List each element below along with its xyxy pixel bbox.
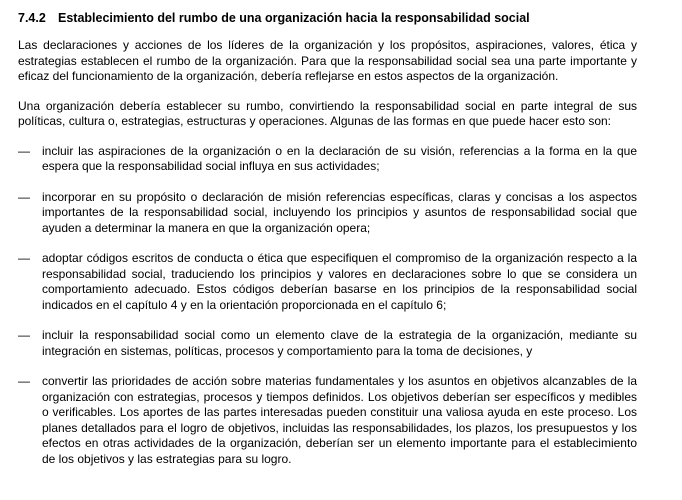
list-item-text: incluir la responsabilidad social como un elemento clave de la estrategia de la organización, mediante su integración en sistemas, políticas, procesos y comportamiento para la toma de decisiones, y [42,328,637,358]
dash-bullet: — [18,143,30,158]
section-title: Establecimiento del rumbo de una organización hacia la responsabilidad social [58,11,530,25]
list-item-text: incorporar en su propósito o declaración de misión referencias específicas, claras y concisas a los aspectos importantes de la responsabilidad social, incluyendo los principios y asuntos de responsabilidad social que ayuden a determinar la manera en que la organización opera; [42,189,637,235]
list-item [18,374,637,467]
rumbo-paragraph: Una organización debería establecer su rumbo, convirtiendo la responsabilidad social en parte integral de sus políticas, cultura o, estrategias, estructuras y operaciones. Algunas de las formas en que puede hacer esto son: [18,98,637,128]
dash-bullet: — [18,328,30,342]
dash-bullet: — [18,251,30,265]
dash-bullet: — [18,189,30,204]
section-number: 7.4.2 [18,11,46,25]
list-item [18,328,637,359]
document-page [18,10,637,482]
list-item-text: convertir las prioridades de acción sobre materias fundamentales y los asuntos en objetivos alcanzables de la organización con estrategias, procesos y tiempos definidos. Los objetivos deberían ser específicos y medibles o verificables. Los aportes de las partes interesadas pueden constituir una valiosa ayuda en este proceso. Los planes detallados para el logro de objetivos, incluidas las responsabilidades, los plazos, los presupuestos y los efectos en otras actividades de la organización, deberían ser un elemento importante para el establecimiento de los objetivos y las estrategias para su logro. [42,374,637,466]
forms-list [18,144,637,468]
list-item [18,144,637,175]
list-item [18,190,637,237]
section-heading [18,10,637,26]
list-item-text: adoptar códigos escritos de conducta o ética que especifiquen el compromiso de la organización respecto a la responsabilidad social, traduciendo los principios y valores en declaraciones sobre lo que se considera un comportamiento adecuado. Estos códigos deberían basarse en los principios de la responsabilidad social indicados en el capítulo 4 y en la orientación proporcionada en el capítulo 6; [42,251,637,312]
dash-bullet: — [18,374,30,388]
list-item-text: incluir las aspiraciones de la organización o en la declaración de su visión, referencias a la forma en la que espera que la responsabilidad social influya en sus actividades; [42,143,637,173]
list-item [18,251,637,313]
intro-paragraph: Las declaraciones y acciones de los líderes de la organización y los propósitos, aspiraciones, valores, ética y estrategias establecen el rumbo de la organización. Para que la responsabilidad social sea una parte importante y eficaz del funcionamiento de la organización, debería reflejarse en estos aspectos de la organización. [18,38,637,83]
